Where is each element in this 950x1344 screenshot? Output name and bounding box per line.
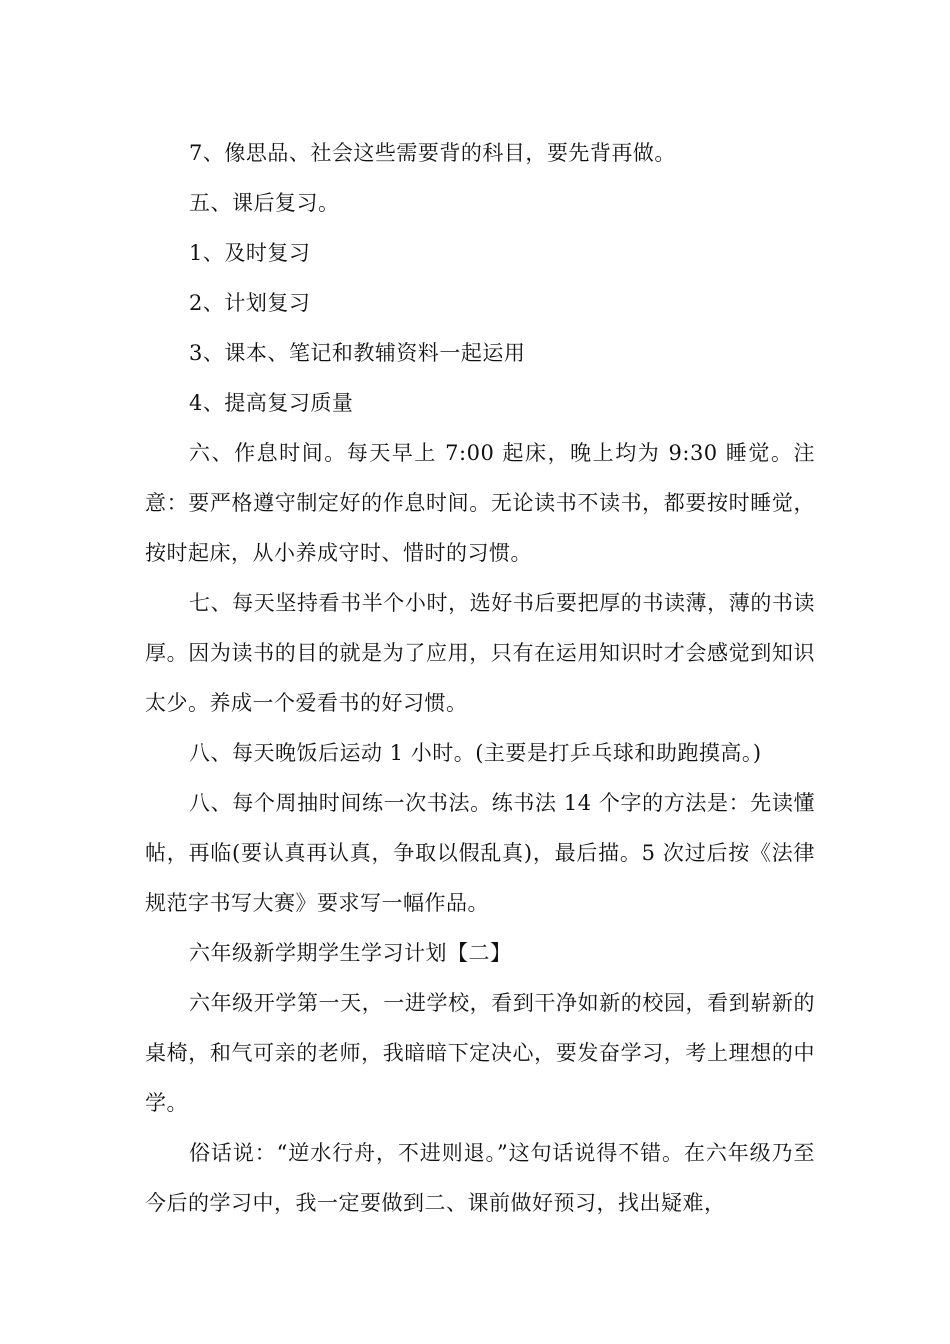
- section-exercise: 八、每天晚饭后运动 1 小时。(主要是打乒乓球和助跑摸高。): [189, 741, 762, 765]
- document-body: [145, 128, 815, 1228]
- paragraph-item-7: 7、像思品、社会这些需要背的科目，要先背再做。: [189, 141, 676, 165]
- paragraph-item-4: 4、提高复习质量: [189, 391, 354, 415]
- section-reading: 七、每天坚持看书半个小时，选好书后要把厚的书读薄，薄的书读厚。因为读书的目的就是为了应用，只有在运用知识时才会感觉到知识太少。养成一个爱看书的好习惯。: [145, 591, 815, 715]
- paragraph-item-3: 3、课本、笔记和教辅资料一起运用: [189, 341, 526, 365]
- paragraph-item-1: 1、及时复习: [189, 241, 311, 265]
- section-calligraphy: 八、每个周抽时间练一次书法。练书法 14 个字的方法是：先读懂帖，再临(要认真再认真，争取以假乱真)，最后描。5 次过后按《法律规范字书写大赛》要求写一幅作品。: [145, 791, 815, 915]
- paragraph-item-2: 2、计划复习: [189, 291, 311, 315]
- paragraph-first-day: 六年级开学第一天，一进学校，看到干净如新的校园，看到崭新的桌椅，和气可亲的老师，我暗暗下定决心，要发奋学习，考上理想的中学。: [145, 991, 815, 1115]
- paragraph-proverb: 俗话说：“逆水行舟，不进则退。”这句话说得不错。在六年级乃至今后的学习中，我一定要做到二、课前做好预习，找出疑难，: [145, 1141, 815, 1215]
- section-heading-review: 五、课后复习。: [189, 191, 340, 215]
- section-title-plan-two: 六年级新学期学生学习计划【二】: [189, 941, 512, 965]
- section-schedule: 六、作息时间。每天早上 7:00 起床，晚上均为 9:30 睡觉。注意：要严格遵守制定好的作息时间。无论读书不读书，都要按时睡觉，按时起床，从小养成守时、惜时的习惯。: [145, 441, 815, 565]
